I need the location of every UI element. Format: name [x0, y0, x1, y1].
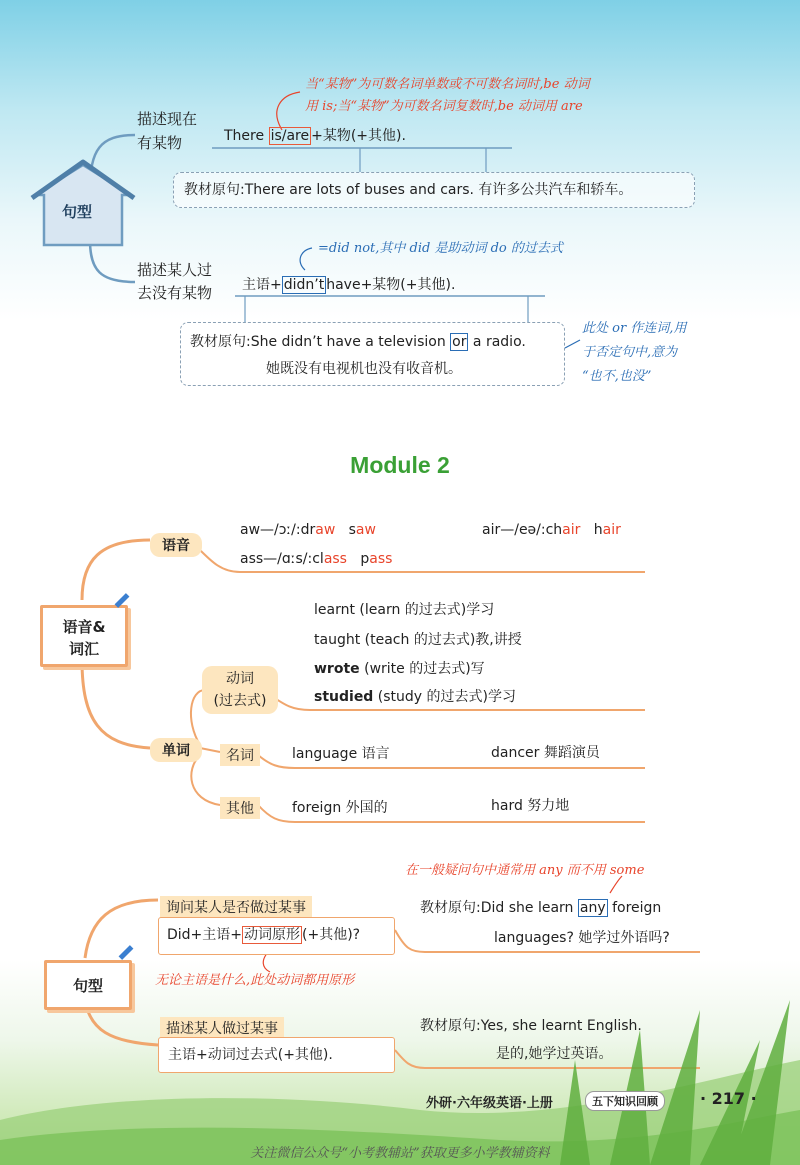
s-example-line1: 教材原句:Yes, she learnt English.: [420, 1018, 642, 1034]
topic-sentence: 句型: [44, 960, 132, 1010]
topic-phonics-vocab: 语音& 词汇: [40, 605, 128, 667]
watermark: 关注微信公众号“小考教辅站”获取更多小学教辅资料: [250, 1146, 550, 1161]
other-2: hard 努力地: [491, 798, 570, 814]
q-top-note: 在一般疑问句中通常用 any 而不用 some: [405, 863, 645, 878]
other-label: 其他: [220, 797, 260, 819]
s-pattern: 主语+动词过去式(+其他).: [168, 1047, 333, 1063]
any-highlight: any: [579, 900, 606, 916]
branch2-example-cn: 她既没有电视机也没有收音机。: [266, 361, 462, 377]
phonics-air: air—/eə/:chair hair: [482, 522, 621, 538]
phonics-ass: ass—/ɑːs/:class pass: [240, 551, 393, 567]
q-pattern: Did+主语+ 动词原形 (+其他)?: [167, 927, 361, 943]
branch1-note-line1: 当“某物”为可数名词单数或不可数名词时,be 动词: [305, 77, 590, 92]
s-label: 描述某人做过某事: [160, 1017, 284, 1039]
branch2-pattern: 主语+ didn’t have+某物(+其他).: [242, 277, 456, 293]
other-1: foreign 外国的: [292, 800, 388, 816]
branch2-label-line1: 描述某人过: [137, 261, 213, 279]
q-note: 无论主语是什么,此处动词都用原形: [155, 973, 355, 988]
noun-2: dancer 舞蹈演员: [491, 745, 600, 761]
verb-base-highlight: 动词原形: [244, 927, 301, 943]
module-title: Module 2: [350, 452, 450, 478]
side-note-line1: 此处 or 作连词,用: [582, 321, 687, 336]
q-example-line1: 教材原句:Did she learn any foreign: [420, 900, 662, 916]
branch2-example: 教材原句:She didn’t have a television or a radio.: [190, 334, 526, 350]
branch1-note-line2: 用 is;当“某物”为可数名词复数时,be 动词用 are: [305, 99, 583, 114]
house-label: 句型: [62, 203, 93, 221]
noun-1: language 语言: [292, 746, 390, 762]
branch1-example: 教材原句:There are lots of buses and cars. 有许多公共汽车和轿车。: [184, 182, 633, 198]
verb-label: 动词 (过去式): [202, 666, 278, 714]
is-are-highlight: is/are: [270, 128, 310, 144]
didnt-highlight: didn’t: [283, 277, 325, 293]
branch-line-2: [90, 240, 135, 282]
q-example-line2: languages? 她学过外语吗?: [494, 930, 670, 946]
footer-badge: 五下知识回顾: [585, 1091, 665, 1111]
branch2-note: =did not,其中 did 是助动词 do 的过去式: [318, 241, 563, 256]
verb-item-3: wrote (write 的过去式)写: [314, 661, 485, 677]
side-note-line2: 于否定句中,意为: [582, 345, 678, 360]
page-number: · 217 ·: [700, 1089, 757, 1108]
s-example-line2: 是的,她学过英语。: [496, 1046, 613, 1062]
phonics-label: 语音: [150, 533, 202, 557]
grass-decoration: [0, 1000, 800, 1165]
branch1-label-line1: 描述现在: [137, 110, 198, 128]
branch1-label-line2: 有某物: [137, 134, 183, 152]
branch2-label-line2: 去没有某物: [137, 284, 213, 302]
footer-book-title: 外研·六年级英语·上册: [426, 1096, 553, 1111]
verb-item-2: taught (teach 的过去式)教,讲授: [314, 632, 522, 648]
q-label: 询问某人是否做过某事: [160, 896, 312, 918]
words-label: 单词: [150, 738, 202, 762]
noun-label: 名词: [220, 744, 260, 766]
branch1-pattern: There is/are +某物(+其他).: [224, 128, 406, 144]
phonics-aw: aw—/ɔː/:draw saw: [240, 522, 376, 538]
side-note-line3: “也不,也没”: [582, 369, 652, 384]
verb-item-1: learnt (learn 的过去式)学习: [314, 602, 495, 618]
or-highlight: or: [452, 334, 467, 350]
verb-item-4: studied (study 的过去式)学习: [314, 689, 516, 705]
